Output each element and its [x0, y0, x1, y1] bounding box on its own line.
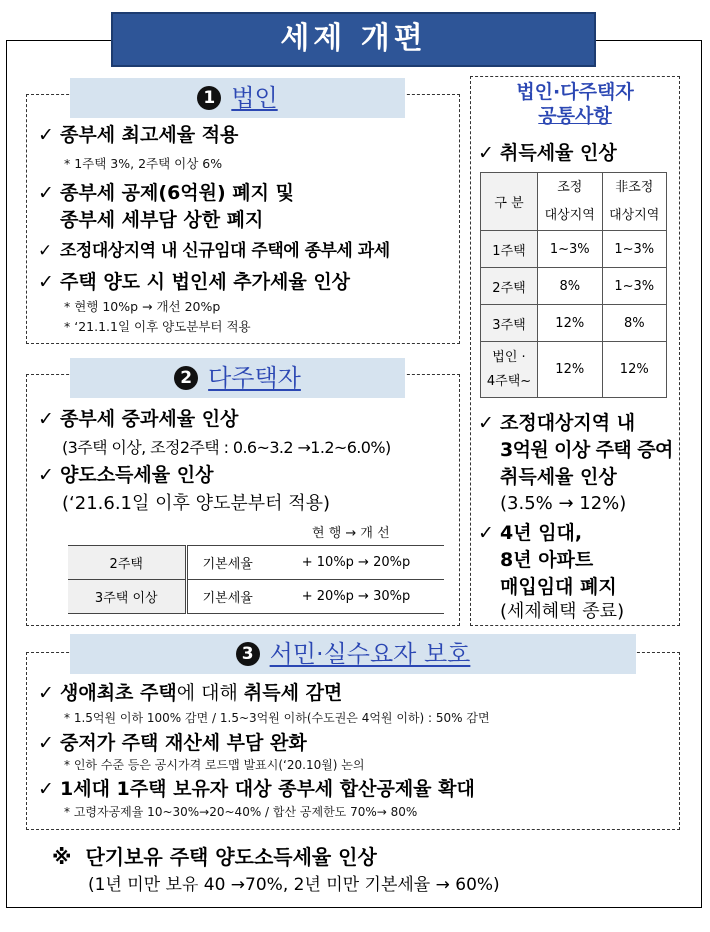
list-item: ✓ 생애최초 주택에 대해 취득세 감면: [38, 680, 342, 707]
list-item-detail: (3.5% → 12%): [500, 493, 627, 514]
list-item: ✓ 종부세 중과세율 인상: [38, 406, 238, 433]
list-item: ✓ 4년 임대,: [478, 520, 582, 547]
list-item-detail: (‘21.6.1일 이후 양도분부터 적용): [62, 493, 331, 514]
table-row: [481, 342, 667, 398]
table-cell: 1~3%: [602, 268, 667, 305]
table-cell: + 10%p → 20%p: [268, 546, 444, 580]
list-item: ✓ 주택 양도 시 법인세 추가세율 인상: [38, 269, 350, 296]
section-number-badge: 1: [197, 86, 221, 110]
section-title: 다주택자: [208, 364, 301, 392]
acquisition-tax-table: [480, 172, 667, 398]
check-icon: ✓: [478, 522, 494, 544]
table-cell: + 20%p → 30%p: [268, 580, 444, 614]
note: * 1주택 3%, 2주택 이상 6%: [64, 156, 223, 171]
note: * 현행 10%p → 개선 20%p: [64, 299, 221, 314]
table-header: 구 분: [481, 173, 538, 231]
table-header: 非조정 대상지역: [602, 173, 667, 231]
table-cell: 3주택: [481, 305, 538, 342]
check-icon: ✓: [38, 271, 54, 293]
table-row: [68, 546, 444, 580]
table-cell: 2주택: [481, 268, 538, 305]
page-title: 세제 개편: [111, 12, 596, 67]
section-number-badge: 2: [174, 366, 198, 390]
table-cell: 12%: [538, 305, 603, 342]
table-cell: 1~3%: [538, 231, 603, 268]
list-item-continued: 3억원 이상 주택 증여: [500, 439, 673, 461]
list-item: ✓ 조정대상지역 내 신규임대 주택에 종부세 과세: [38, 238, 390, 265]
list-item: ✓ 1세대 1주택 보유자 대상 종부세 합산공제율 확대: [38, 776, 475, 803]
table-row: [481, 231, 667, 268]
list-item-continued: 8년 아파트: [500, 549, 594, 571]
reference-mark: ※: [52, 845, 72, 869]
list-item: ✓ 종부세 최고세율 적용: [38, 122, 238, 149]
check-icon: ✓: [38, 464, 54, 486]
note: * 1.5억원 이하 100% 감면 / 1.5~3억원 이하(수도권은 4억원 이하) : 50% 감면: [64, 711, 490, 725]
check-icon: ✓: [38, 778, 54, 800]
list-item: ✓ 취득세율 인상: [478, 140, 617, 167]
list-item: ✓ 종부세 공제(6억원) 폐지 및: [38, 180, 294, 207]
table-cell: 2주택: [68, 546, 186, 580]
list-item: ✓ 양도소득세율 인상: [38, 462, 213, 489]
table-row: [481, 268, 667, 305]
footer-headline: ※ 단기보유 주택 양도소득세율 인상: [52, 845, 377, 869]
check-icon: ✓: [478, 412, 494, 434]
footer-detail: (1년 미만 보유 40 →70%, 2년 미만 기본세율 → 60%): [88, 875, 500, 895]
check-icon: ✓: [38, 732, 54, 754]
table-cell: 12%: [538, 342, 603, 398]
table-cell: 12%: [602, 342, 667, 398]
table-cell: 8%: [538, 268, 603, 305]
table-cell: 기본세율: [186, 580, 268, 614]
check-icon: ✓: [38, 682, 54, 704]
section-title: 법인: [231, 84, 278, 112]
section-number-badge: 3: [236, 642, 260, 666]
note: * 인하 수준 등은 공시가격 로드맵 발표시(‘20.10월) 논의: [64, 758, 365, 772]
table-row: [68, 580, 444, 614]
table-cell: 기본세율: [186, 546, 268, 580]
table-row: [481, 305, 667, 342]
table-cell: 8%: [602, 305, 667, 342]
table-cell: 3주택 이상: [68, 580, 186, 614]
list-item-detail: (3주택 이상, 조정2주택 : 0.6~3.2 →1.2~6.0%): [62, 438, 391, 457]
section-multi-home-header: [70, 358, 405, 398]
table-header: 조정 대상지역: [538, 173, 603, 231]
list-item-continued: 매입임대 폐지: [500, 576, 617, 598]
table-cell: 1~3%: [602, 231, 667, 268]
table-cell: 법인 · 4주택~: [481, 342, 538, 398]
list-item-continued: 취득세율 인상: [500, 466, 617, 488]
section-corporate-header: [70, 78, 405, 118]
section-title: 서민·실수요자 보호: [269, 640, 471, 668]
check-icon: ✓: [38, 241, 52, 261]
list-item-continued: 종부세 세부담 상한 폐지: [60, 209, 264, 231]
section-low-income-header: [70, 634, 636, 674]
note: * 고령자공제율 10~30%→20~40% / 합산 공제한도 70%→ 80%: [64, 805, 418, 819]
table-header-row: [481, 173, 667, 231]
table-cell: 1주택: [481, 231, 538, 268]
check-icon: ✓: [478, 142, 494, 164]
list-item: ✓ 중저가 주택 재산세 부담 완화: [38, 730, 307, 757]
side-panel-title: 법인·다주택자 공통사항: [516, 81, 634, 127]
check-icon: ✓: [38, 408, 54, 430]
list-item-detail: (세제혜택 종료): [500, 601, 625, 622]
table-caption: 현 행 → 개 선: [312, 526, 390, 541]
check-icon: ✓: [38, 182, 54, 204]
list-item: ✓ 조정대상지역 내: [478, 410, 635, 437]
check-icon: ✓: [38, 124, 54, 146]
note: * ‘21.1.1일 이후 양도분부터 적용: [64, 319, 251, 334]
tax-rate-table: [68, 545, 444, 614]
